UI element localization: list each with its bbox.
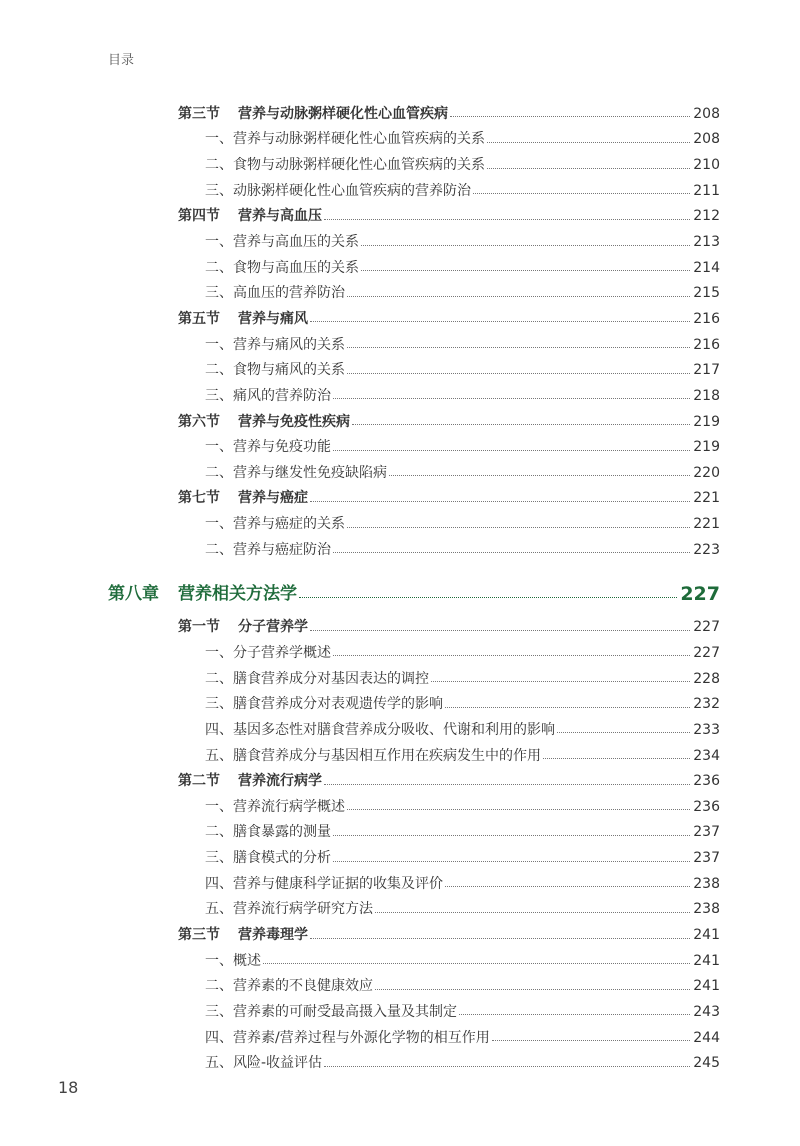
toc-section-label: [178, 312, 310, 326]
toc-section-label: [178, 774, 324, 788]
toc-item[interactable]: [178, 357, 720, 383]
page-ref: 210: [693, 157, 720, 174]
dot-leader: [333, 835, 690, 836]
dot-leader: [543, 758, 690, 759]
dot-leader: [324, 219, 690, 220]
page-number: 18: [58, 1078, 79, 1097]
toc-item-label: 二、膳食暴露的测量: [205, 824, 331, 841]
toc-section[interactable]: [178, 306, 720, 332]
page-ref: 221: [693, 490, 720, 507]
section-number: 第五节: [178, 310, 220, 327]
table-of-contents: [0, 101, 800, 1076]
toc-item[interactable]: [178, 127, 720, 153]
dot-leader: [459, 1014, 690, 1015]
page-ref: 237: [693, 850, 720, 867]
toc-item-label: 五、膳食营养成分与基因相互作用在疾病发生中的作用: [205, 747, 541, 764]
dot-leader: [557, 732, 690, 733]
section-number: 第三节: [178, 105, 220, 122]
dot-leader: [450, 116, 690, 117]
toc-section-label: [178, 415, 352, 429]
toc-item[interactable]: [178, 845, 720, 871]
toc-item[interactable]: [178, 897, 720, 923]
dot-leader: [347, 373, 690, 374]
dot-leader: [333, 655, 690, 656]
page-ref: 237: [693, 824, 720, 841]
dot-leader: [310, 938, 690, 939]
page-ref: 208: [693, 105, 720, 122]
toc-item[interactable]: [178, 717, 720, 743]
toc-section[interactable]: [178, 409, 720, 435]
toc-chapter[interactable]: [108, 577, 720, 613]
toc-item[interactable]: [178, 666, 720, 692]
section-number: 第三节: [178, 927, 220, 944]
page-ref: 214: [693, 259, 720, 276]
toc-item[interactable]: [178, 255, 720, 281]
toc-item-label: 一、营养与高血压的关系: [205, 234, 359, 251]
toc-item-label: 二、膳食营养成分对基因表达的调控: [205, 670, 429, 687]
toc-item-label: 一、分子营养学概述: [205, 644, 331, 661]
section-title: 营养与高血压: [238, 208, 322, 225]
page-ref: 219: [693, 439, 720, 456]
page-ref: 212: [693, 208, 720, 225]
page-ref: 238: [693, 901, 720, 918]
dot-leader: [347, 296, 690, 297]
toc-item[interactable]: [178, 460, 720, 486]
toc-item[interactable]: [178, 178, 720, 204]
toc-item[interactable]: [178, 434, 720, 460]
dot-leader: [347, 527, 690, 528]
dot-leader: [333, 450, 690, 451]
dot-leader: [263, 963, 690, 964]
dot-leader: [333, 861, 690, 862]
dot-leader: [389, 475, 690, 476]
dot-leader: [487, 142, 690, 143]
toc-item-label: 三、膳食营养成分对表观遗传学的影响: [205, 696, 443, 713]
toc-item-label: 五、风险-收益评估: [205, 1055, 323, 1072]
page-ref: 216: [693, 336, 720, 353]
toc-section[interactable]: [178, 486, 720, 512]
page-ref: 219: [693, 413, 720, 430]
dot-leader: [333, 552, 690, 553]
page-ref: 241: [693, 927, 720, 944]
toc-item-label: 三、动脉粥样硬化性心血管疾病的营养防治: [205, 182, 471, 199]
toc-item[interactable]: [178, 743, 720, 769]
toc-item-label: 三、高血压的营养防治: [205, 285, 345, 302]
toc-item-label: 二、食物与痛风的关系: [205, 362, 345, 379]
page-ref: 232: [693, 696, 720, 713]
toc-section-label: [178, 491, 310, 505]
page-ref: 216: [693, 310, 720, 327]
section-number: 第一节: [178, 619, 220, 636]
page-ref: 234: [693, 747, 720, 764]
toc-item-label: 一、营养与免疫功能: [205, 439, 331, 456]
dot-leader: [492, 1040, 691, 1041]
toc-item[interactable]: [178, 1025, 720, 1051]
page-ref: 223: [693, 541, 720, 558]
dot-leader: [375, 912, 690, 913]
toc-item[interactable]: [178, 152, 720, 178]
page-ref: 227: [680, 583, 720, 606]
toc-item-label: 四、营养与健康科学证据的收集及评价: [205, 875, 443, 892]
toc-item[interactable]: [178, 871, 720, 897]
dot-leader: [473, 193, 690, 194]
section-title: 营养毒理学: [238, 927, 308, 944]
section-number: 第四节: [178, 208, 220, 225]
page-ref: 218: [693, 387, 720, 404]
dot-leader: [375, 989, 690, 990]
page-ref: 238: [693, 875, 720, 892]
page-ref: 245: [693, 1055, 720, 1072]
dot-leader: [299, 597, 677, 598]
toc-section-label: [178, 620, 310, 634]
toc-item-label: 三、痛风的营养防治: [205, 387, 331, 404]
toc-item[interactable]: [178, 332, 720, 358]
dot-leader: [361, 245, 690, 246]
page-ref: 233: [693, 721, 720, 738]
toc-item[interactable]: [178, 999, 720, 1025]
section-title: 营养与免疫性疾病: [238, 413, 350, 430]
dot-leader: [347, 809, 690, 810]
toc-item-label: 二、食物与高血压的关系: [205, 259, 359, 276]
dot-leader: [352, 424, 690, 425]
page-ref: 243: [693, 1003, 720, 1020]
page-ref: 217: [693, 362, 720, 379]
page-ref: 236: [693, 798, 720, 815]
toc-item-label: 二、营养素的不良健康效应: [205, 978, 373, 995]
section-title: 分子营养学: [238, 619, 308, 636]
toc-item[interactable]: [178, 537, 720, 563]
section-number: 第二节: [178, 773, 220, 790]
dot-leader: [333, 398, 690, 399]
toc-section-label: [178, 928, 310, 942]
toc-item-label: 四、基因多态性对膳食营养成分吸收、代谢和利用的影响: [205, 721, 555, 738]
dot-leader: [431, 681, 690, 682]
section-title: 营养与痛风: [238, 310, 308, 327]
toc-item[interactable]: [178, 280, 720, 306]
page-ref: 215: [693, 285, 720, 302]
dot-leader: [445, 886, 690, 887]
toc-section[interactable]: [178, 768, 720, 794]
toc-item[interactable]: [178, 974, 720, 1000]
page-ref: 236: [693, 773, 720, 790]
section-title: 营养流行病学: [238, 773, 322, 790]
toc-item-label: 一、营养与癌症的关系: [205, 516, 345, 533]
page-ref: 213: [693, 234, 720, 251]
toc-item[interactable]: [178, 794, 720, 820]
toc-item-label: 三、营养素的可耐受最高摄入量及其制定: [205, 1003, 457, 1020]
toc-chapter-label: [108, 586, 299, 603]
toc-item-label: 四、营养素/营养过程与外源化学物的相互作用: [205, 1029, 490, 1046]
running-header: 目录: [108, 53, 135, 68]
toc-item[interactable]: [178, 640, 720, 666]
toc-item-label: 五、营养流行病学研究方法: [205, 901, 373, 918]
dot-leader: [445, 707, 690, 708]
toc-item[interactable]: [178, 691, 720, 717]
page-ref: 227: [693, 644, 720, 661]
section-title: 营养与动脉粥样硬化性心血管疾病: [238, 105, 448, 122]
dot-leader: [347, 347, 690, 348]
section-number: 第七节: [178, 490, 220, 507]
toc-item[interactable]: [178, 383, 720, 409]
page-ref: 211: [693, 182, 720, 199]
toc-section[interactable]: [178, 615, 720, 641]
dot-leader: [324, 784, 690, 785]
toc-item-label: 三、膳食模式的分析: [205, 850, 331, 867]
toc-item[interactable]: [178, 1050, 720, 1076]
toc-item-label: 一、营养与痛风的关系: [205, 336, 345, 353]
page-ref: 244: [693, 1029, 720, 1046]
page-ref: 221: [693, 516, 720, 533]
toc-section-label: [178, 107, 450, 121]
toc-section-label: [178, 209, 324, 223]
dot-leader: [324, 1066, 690, 1067]
page-ref: 227: [693, 619, 720, 636]
toc-item-label: 二、食物与动脉粥样硬化性心血管疾病的关系: [205, 157, 485, 174]
toc-item[interactable]: [178, 229, 720, 255]
toc-item-label: 二、营养与继发性免疫缺陷病: [205, 464, 387, 481]
page-ref: 220: [693, 464, 720, 481]
toc-section[interactable]: [178, 204, 720, 230]
toc-section[interactable]: [178, 101, 720, 127]
page-ref: 241: [693, 978, 720, 995]
dot-leader: [310, 321, 690, 322]
toc-item[interactable]: [178, 511, 720, 537]
page-ref: 208: [693, 131, 720, 148]
section-number: 第六节: [178, 413, 220, 430]
toc-item-label: 一、营养与动脉粥样硬化性心血管疾病的关系: [205, 131, 485, 148]
toc-item[interactable]: [178, 820, 720, 846]
dot-leader: [361, 270, 690, 271]
page-ref: 241: [693, 952, 720, 969]
dot-leader: [487, 168, 690, 169]
toc-item-label: 二、营养与癌症防治: [205, 541, 331, 558]
dot-leader: [310, 501, 690, 502]
chapter-title: 营养相关方法学: [178, 584, 297, 605]
toc-item[interactable]: [178, 948, 720, 974]
toc-item-label: 一、概述: [205, 952, 261, 969]
section-title: 营养与癌症: [238, 490, 308, 507]
chapter-number: 第八章: [108, 584, 159, 605]
dot-leader: [310, 630, 690, 631]
page-ref: 228: [693, 670, 720, 687]
toc-item-label: 一、营养流行病学概述: [205, 798, 345, 815]
toc-section[interactable]: [178, 922, 720, 948]
